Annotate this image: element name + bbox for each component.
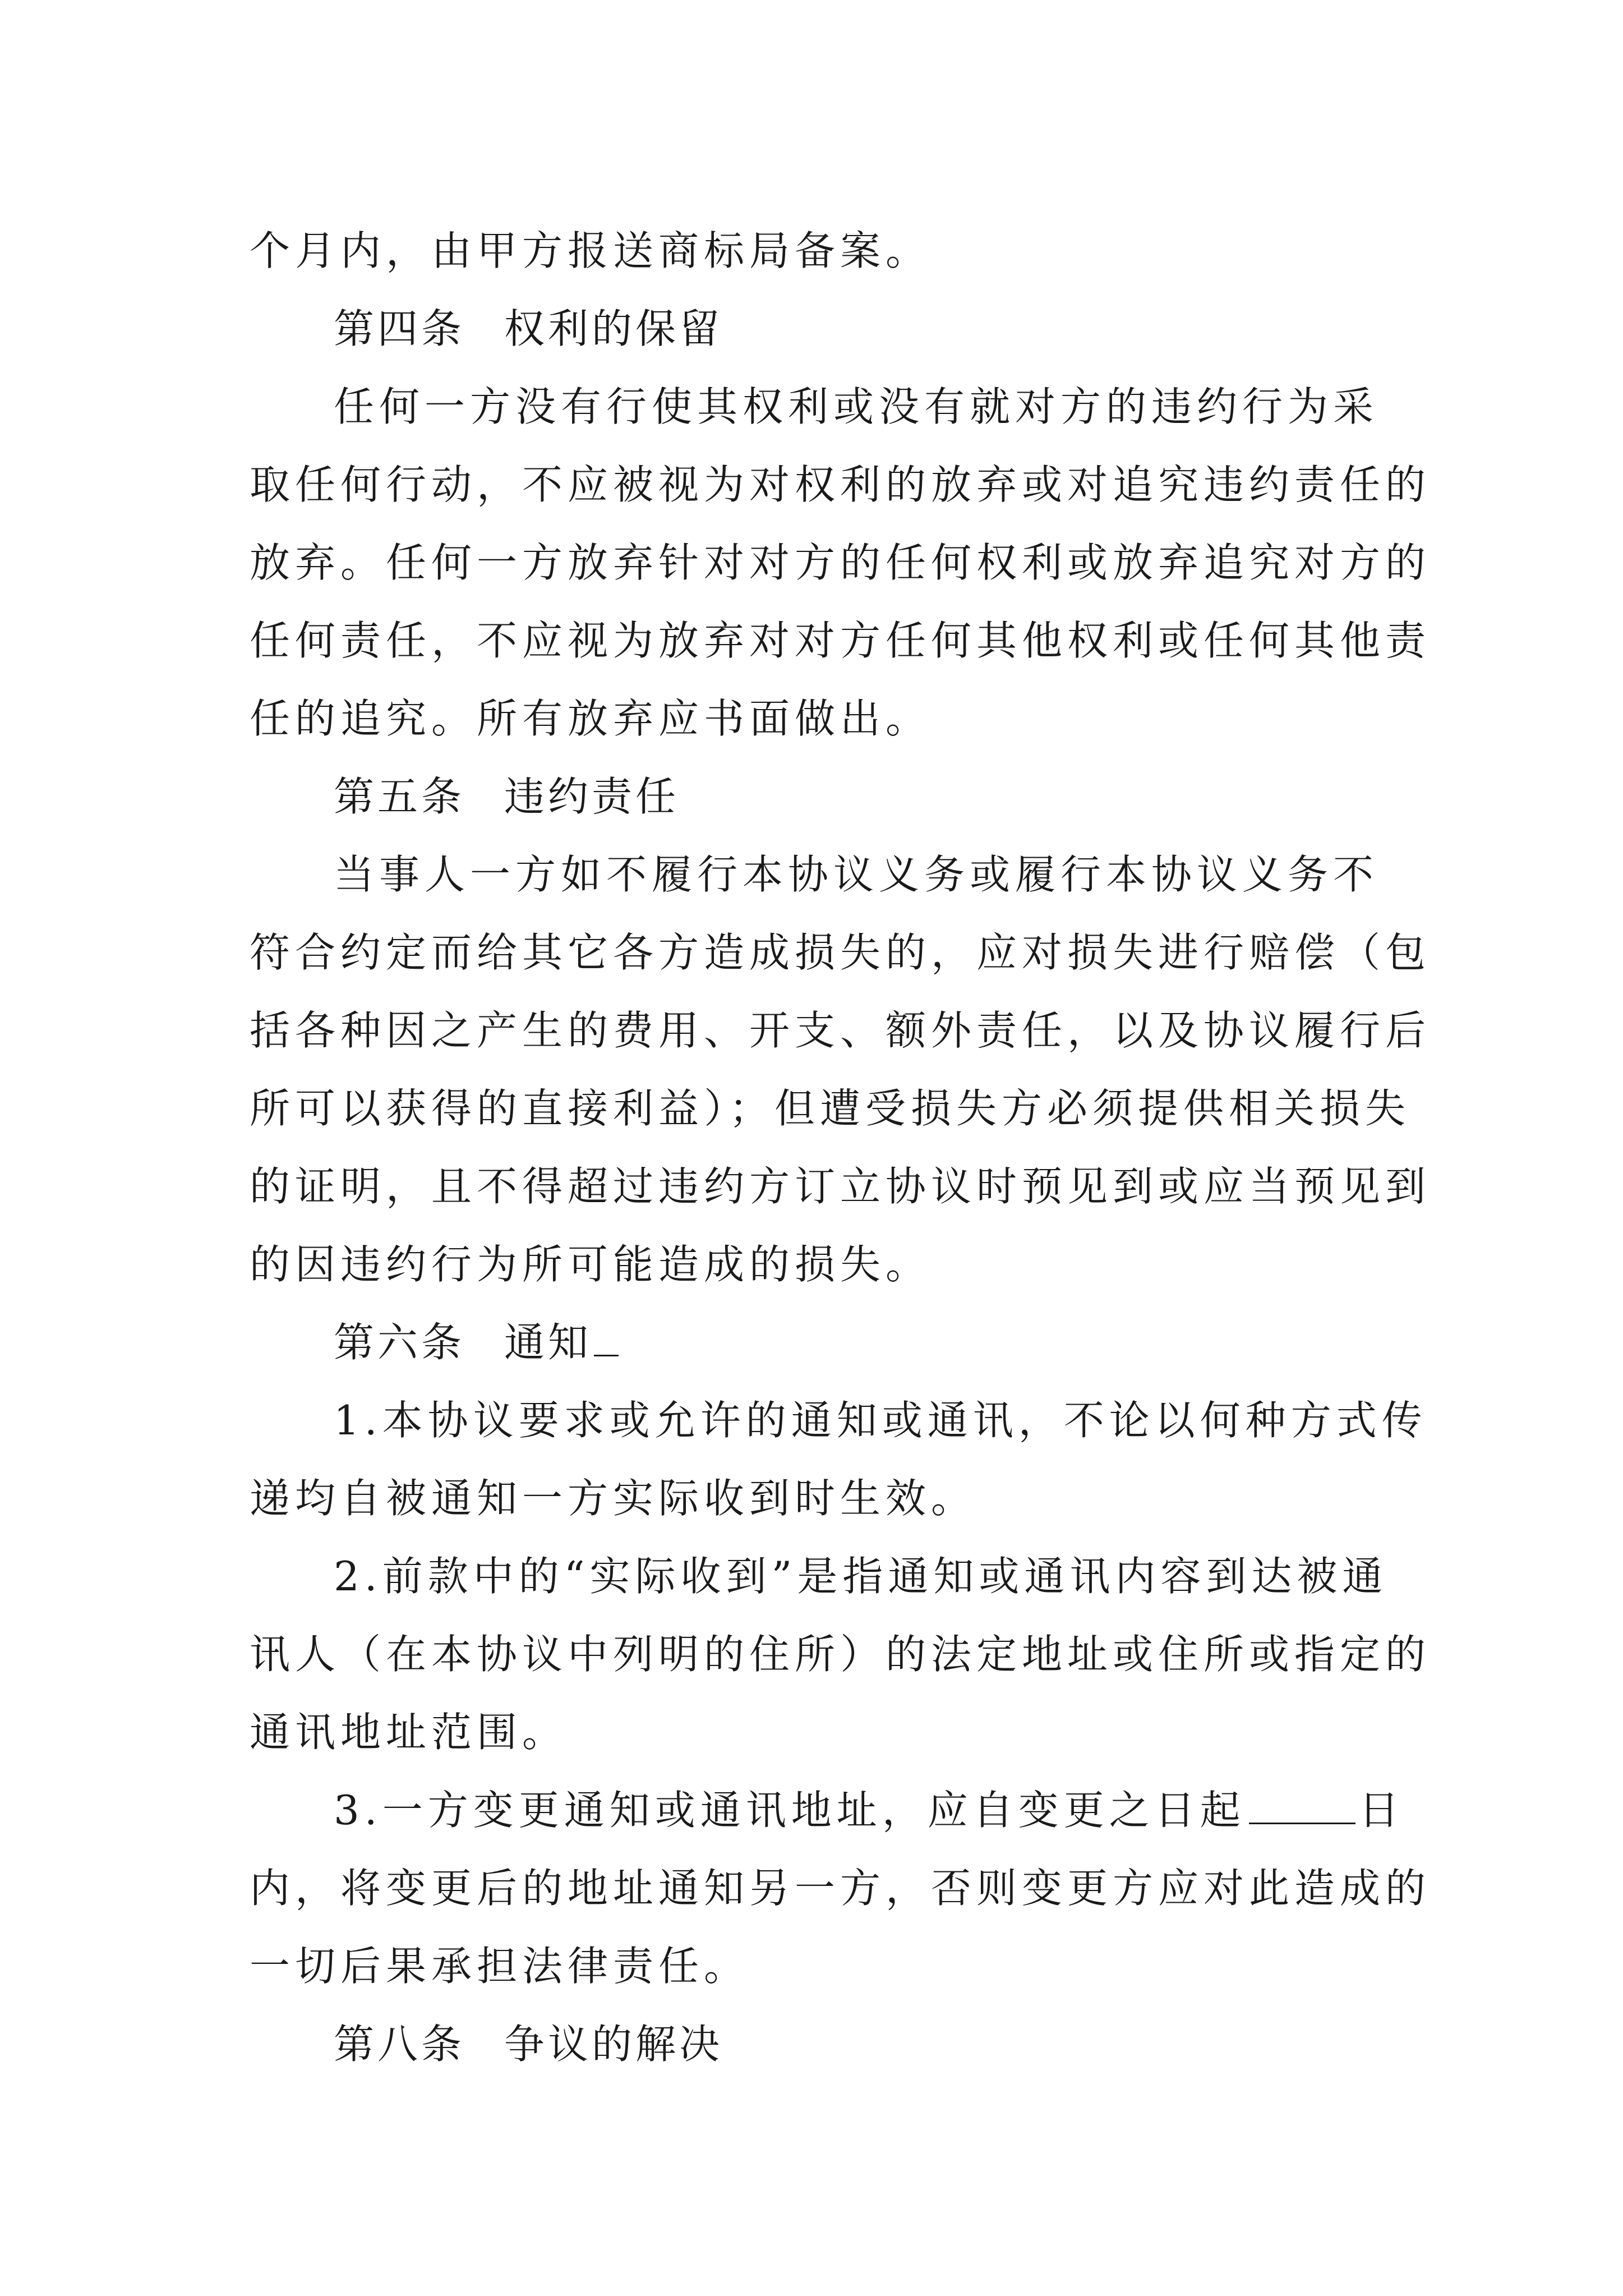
article-title: 通知 xyxy=(504,1319,592,1366)
blank-underline xyxy=(594,1322,619,1356)
paragraph-line: 递均自被通知一方实际收到时生效。 xyxy=(250,1475,977,1522)
paragraph-line: 1.本协议要求或允许的通知或通讯，不论以何种方式传 xyxy=(334,1397,1427,1444)
clause-text-end: 日 xyxy=(1358,1787,1404,1834)
paragraph-line: 2.前款中的“实际收到”是指通知或通讯内容到达被通 xyxy=(334,1553,1388,1600)
article-title: 违约责任 xyxy=(504,773,680,820)
paragraph-line: 通讯地址范围。 xyxy=(250,1709,568,1756)
paragraph-line: 放弃。任何一方放弃针对对方的任何权利或放弃追究对方的 xyxy=(250,539,1431,586)
article-title: 权利的保留 xyxy=(504,305,723,352)
paragraph-line: 任的追究。所有放弃应书面做出。 xyxy=(250,695,932,742)
clause-text: 3.一方变更通知或通讯地址，应自变更之日起 xyxy=(334,1787,1246,1834)
article-6-heading xyxy=(250,1304,1382,1382)
paragraph-line: 所可以获得的直接利益）；但遭受损失方必须提供相关损失 xyxy=(250,1085,1411,1132)
article-4-heading xyxy=(250,290,1382,368)
fill-in-blank xyxy=(1249,1789,1355,1824)
article-5-heading xyxy=(250,758,1382,836)
paragraph-line: 符合约定而给其它各方造成损失的，应对损失进行赔偿（包 xyxy=(250,929,1431,976)
article-number: 第四条 xyxy=(334,305,465,352)
paragraph-line: 内，将变更后的地址通知另一方，否则变更方应对此造成的 xyxy=(250,1865,1431,1912)
paragraph-line: 任何一方没有行使其权利或没有就对方的违约行为采 xyxy=(334,383,1379,430)
paragraph-line: 当事人一方如不履行本协议义务或履行本协议义务不 xyxy=(334,851,1379,898)
document-body xyxy=(250,212,1431,2083)
paragraph-line xyxy=(250,1772,1404,1849)
article-number: 第五条 xyxy=(334,773,465,820)
article-number: 第八条 xyxy=(334,2021,465,2068)
article-number: 第六条 xyxy=(334,1319,465,1366)
article-title: 争议的解决 xyxy=(504,2021,723,2068)
paragraph-line: 的因违约行为所可能造成的损失。 xyxy=(250,1241,932,1288)
paragraph-line: 任何责任，不应视为放弃对对方任何其他权利或任何其他责 xyxy=(250,617,1431,664)
paragraph-line: 括各种因之产生的费用、开支、额外责任，以及协议履行后 xyxy=(250,1007,1431,1054)
article-8-heading xyxy=(250,2005,1382,2083)
paragraph-line: 讯人（在本协议中列明的住所）的法定地址或住所或指定的 xyxy=(250,1631,1431,1678)
paragraph-line: 个月内，由甲方报送商标局备案。 xyxy=(250,227,932,274)
paragraph-line: 取任何行动，不应被视为对权利的放弃或对追究违约责任的 xyxy=(250,461,1431,508)
paragraph-line: 的证明，且不得超过违约方订立协议时预见到或应当预见到 xyxy=(250,1163,1431,1210)
paragraph-line: 一切后果承担法律责任。 xyxy=(250,1943,750,1990)
